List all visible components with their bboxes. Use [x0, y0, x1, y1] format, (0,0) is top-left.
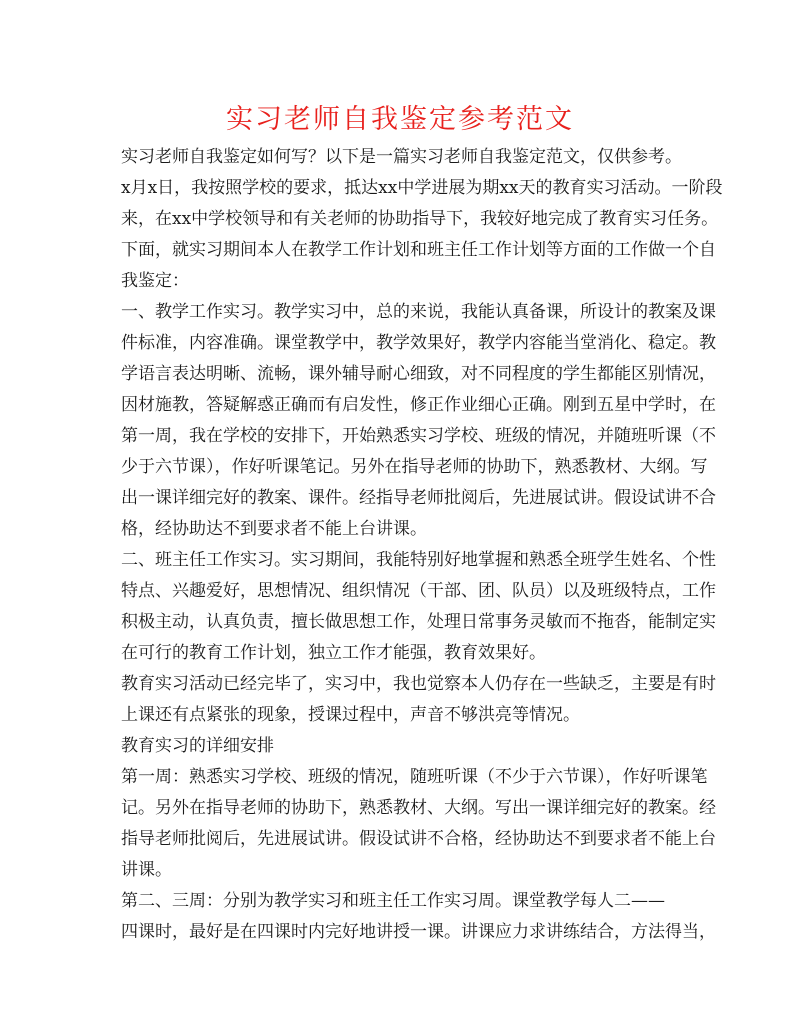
body-line: 来，在xx中学校领导和有关老师的协助指导下，我较好地完成了教育实习任务。	[121, 209, 719, 229]
body-line: 指导老师批阅后，先进展试讲。假设试讲不合格，经协助达不到要求者不能上台	[121, 829, 716, 849]
body-line: 因材施教，答疑解惑正确而有启发性，修正作业细心正确。刚到五星中学时，在	[121, 395, 716, 415]
body-line: 格，经协助达不到要求者不能上台讲课。	[121, 519, 427, 539]
body-line: 第一周，我在学校的安排下，开始熟悉实习学校、班级的情况，并随班听课（不	[121, 426, 716, 446]
body-line: 少于六节课），作好听课笔记。另外在指导老师的协助下，熟悉教材、大纲。写	[121, 457, 708, 477]
body-line: 第二、三周：分别为教学实习和班主任工作实习周。课堂教学每人二——	[121, 891, 665, 911]
body-line: 特点、兴趣爱好，思想情况、组织情况（干部、团、队员）以及班级特点，工作	[121, 581, 716, 601]
page-title: 实习老师自我鉴定参考范文	[226, 104, 574, 135]
body-line: 下面，就实习期间本人在教学工作计划和班主任工作计划等方面的工作做一个自	[121, 240, 716, 260]
body-line: 第一周：熟悉实习学校、班级的情况，随班听课（不少于六节课），作好听课笔	[121, 767, 708, 787]
body-line: 记。另外在指导老师的协助下，熟悉教材、大纲。写出一课详细完好的教案。经	[121, 798, 716, 818]
body-line: 积极主动，认真负责，擅长做思想工作，处理日常事务灵敏而不拖沓，能制定实	[121, 612, 716, 632]
body-line: x月x日，我按照学校的要求，抵达xx中学进展为期xx天的教育实习活动。一阶段	[121, 178, 723, 198]
body-line: 在可行的教育工作计划，独立工作才能强，教育效果好。	[121, 643, 546, 663]
body-line: 件标准，内容准确。课堂教学中，教学效果好，教学内容能当堂消化、稳定。教	[121, 333, 716, 353]
body-line: 四课时，最好是在四课时内完好地讲授一课。讲课应力求讲练结合，方法得当，	[121, 922, 716, 942]
body-line: 讲课。	[121, 860, 172, 880]
body-line: 上课还有点紧张的现象，授课过程中，声音不够洪亮等情况。	[121, 705, 580, 725]
section-heading: 教育实习的详细安排	[121, 736, 274, 756]
body-line: 我鉴定：	[121, 271, 189, 291]
body-line: 学语言表达明晰、流畅，课外辅导耐心细致，对不同程度的学生都能区别情况，	[121, 364, 716, 384]
body-line: 实习老师自我鉴定如何写？以下是一篇实习老师自我鉴定范文，仅供参考。	[121, 147, 682, 167]
body-line: 出一课详细完好的教案、课件。经指导老师批阅后，先进展试讲。假设试讲不合	[121, 488, 716, 508]
body-line: 二、班主任工作实习。实习期间，我能特别好地掌握和熟悉全班学生姓名、个性	[121, 550, 716, 570]
body-line: 一、教学工作实习。教学实习中，总的来说，我能认真备课，所设计的教案及课	[121, 302, 716, 322]
body-line: 教育实习活动已经完毕了，实习中，我也觉察本人仍存在一些缺乏，主要是有时	[121, 674, 716, 694]
